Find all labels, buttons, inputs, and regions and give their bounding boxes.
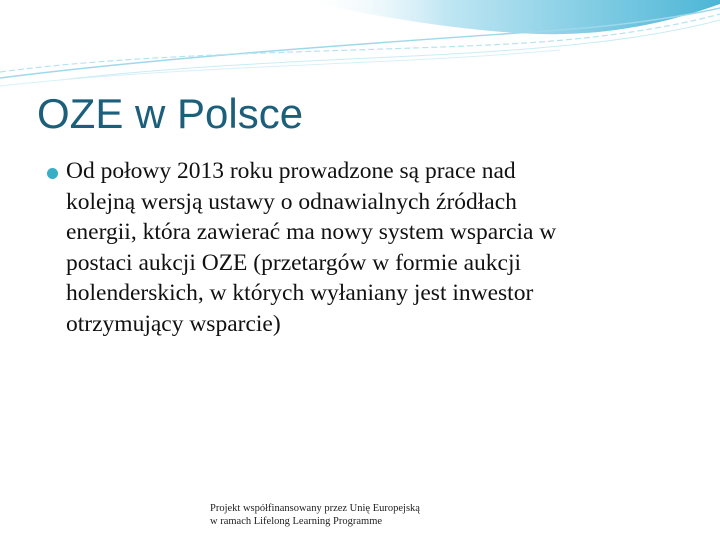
footer-line-2: w ramach Lifelong Learning Programme — [210, 516, 383, 527]
bullet-dot-icon — [47, 168, 58, 179]
slide-title: OZE w Polsce — [37, 90, 304, 137]
bullet-text: Od połowy 2013 roku prowadzone są prace nad kolejną wersją ustawy o odnawialnych źródłach energii, która zawierać ma nowy system wsparcia w postaci aukcji OZE (przetargów w formie aukcji holenderskich, w których wyłaniany jest inwestor otrzymujący wsparcie) — [66, 158, 557, 337]
bullet-item — [44, 156, 684, 339]
wave-fill — [300, 0, 720, 34]
bullet-list — [44, 156, 684, 339]
footer-line-1: Projekt współfinansowany przez Unię Europejską — [210, 503, 420, 514]
header-wave-decoration — [0, 0, 720, 95]
footer-note — [210, 502, 420, 528]
